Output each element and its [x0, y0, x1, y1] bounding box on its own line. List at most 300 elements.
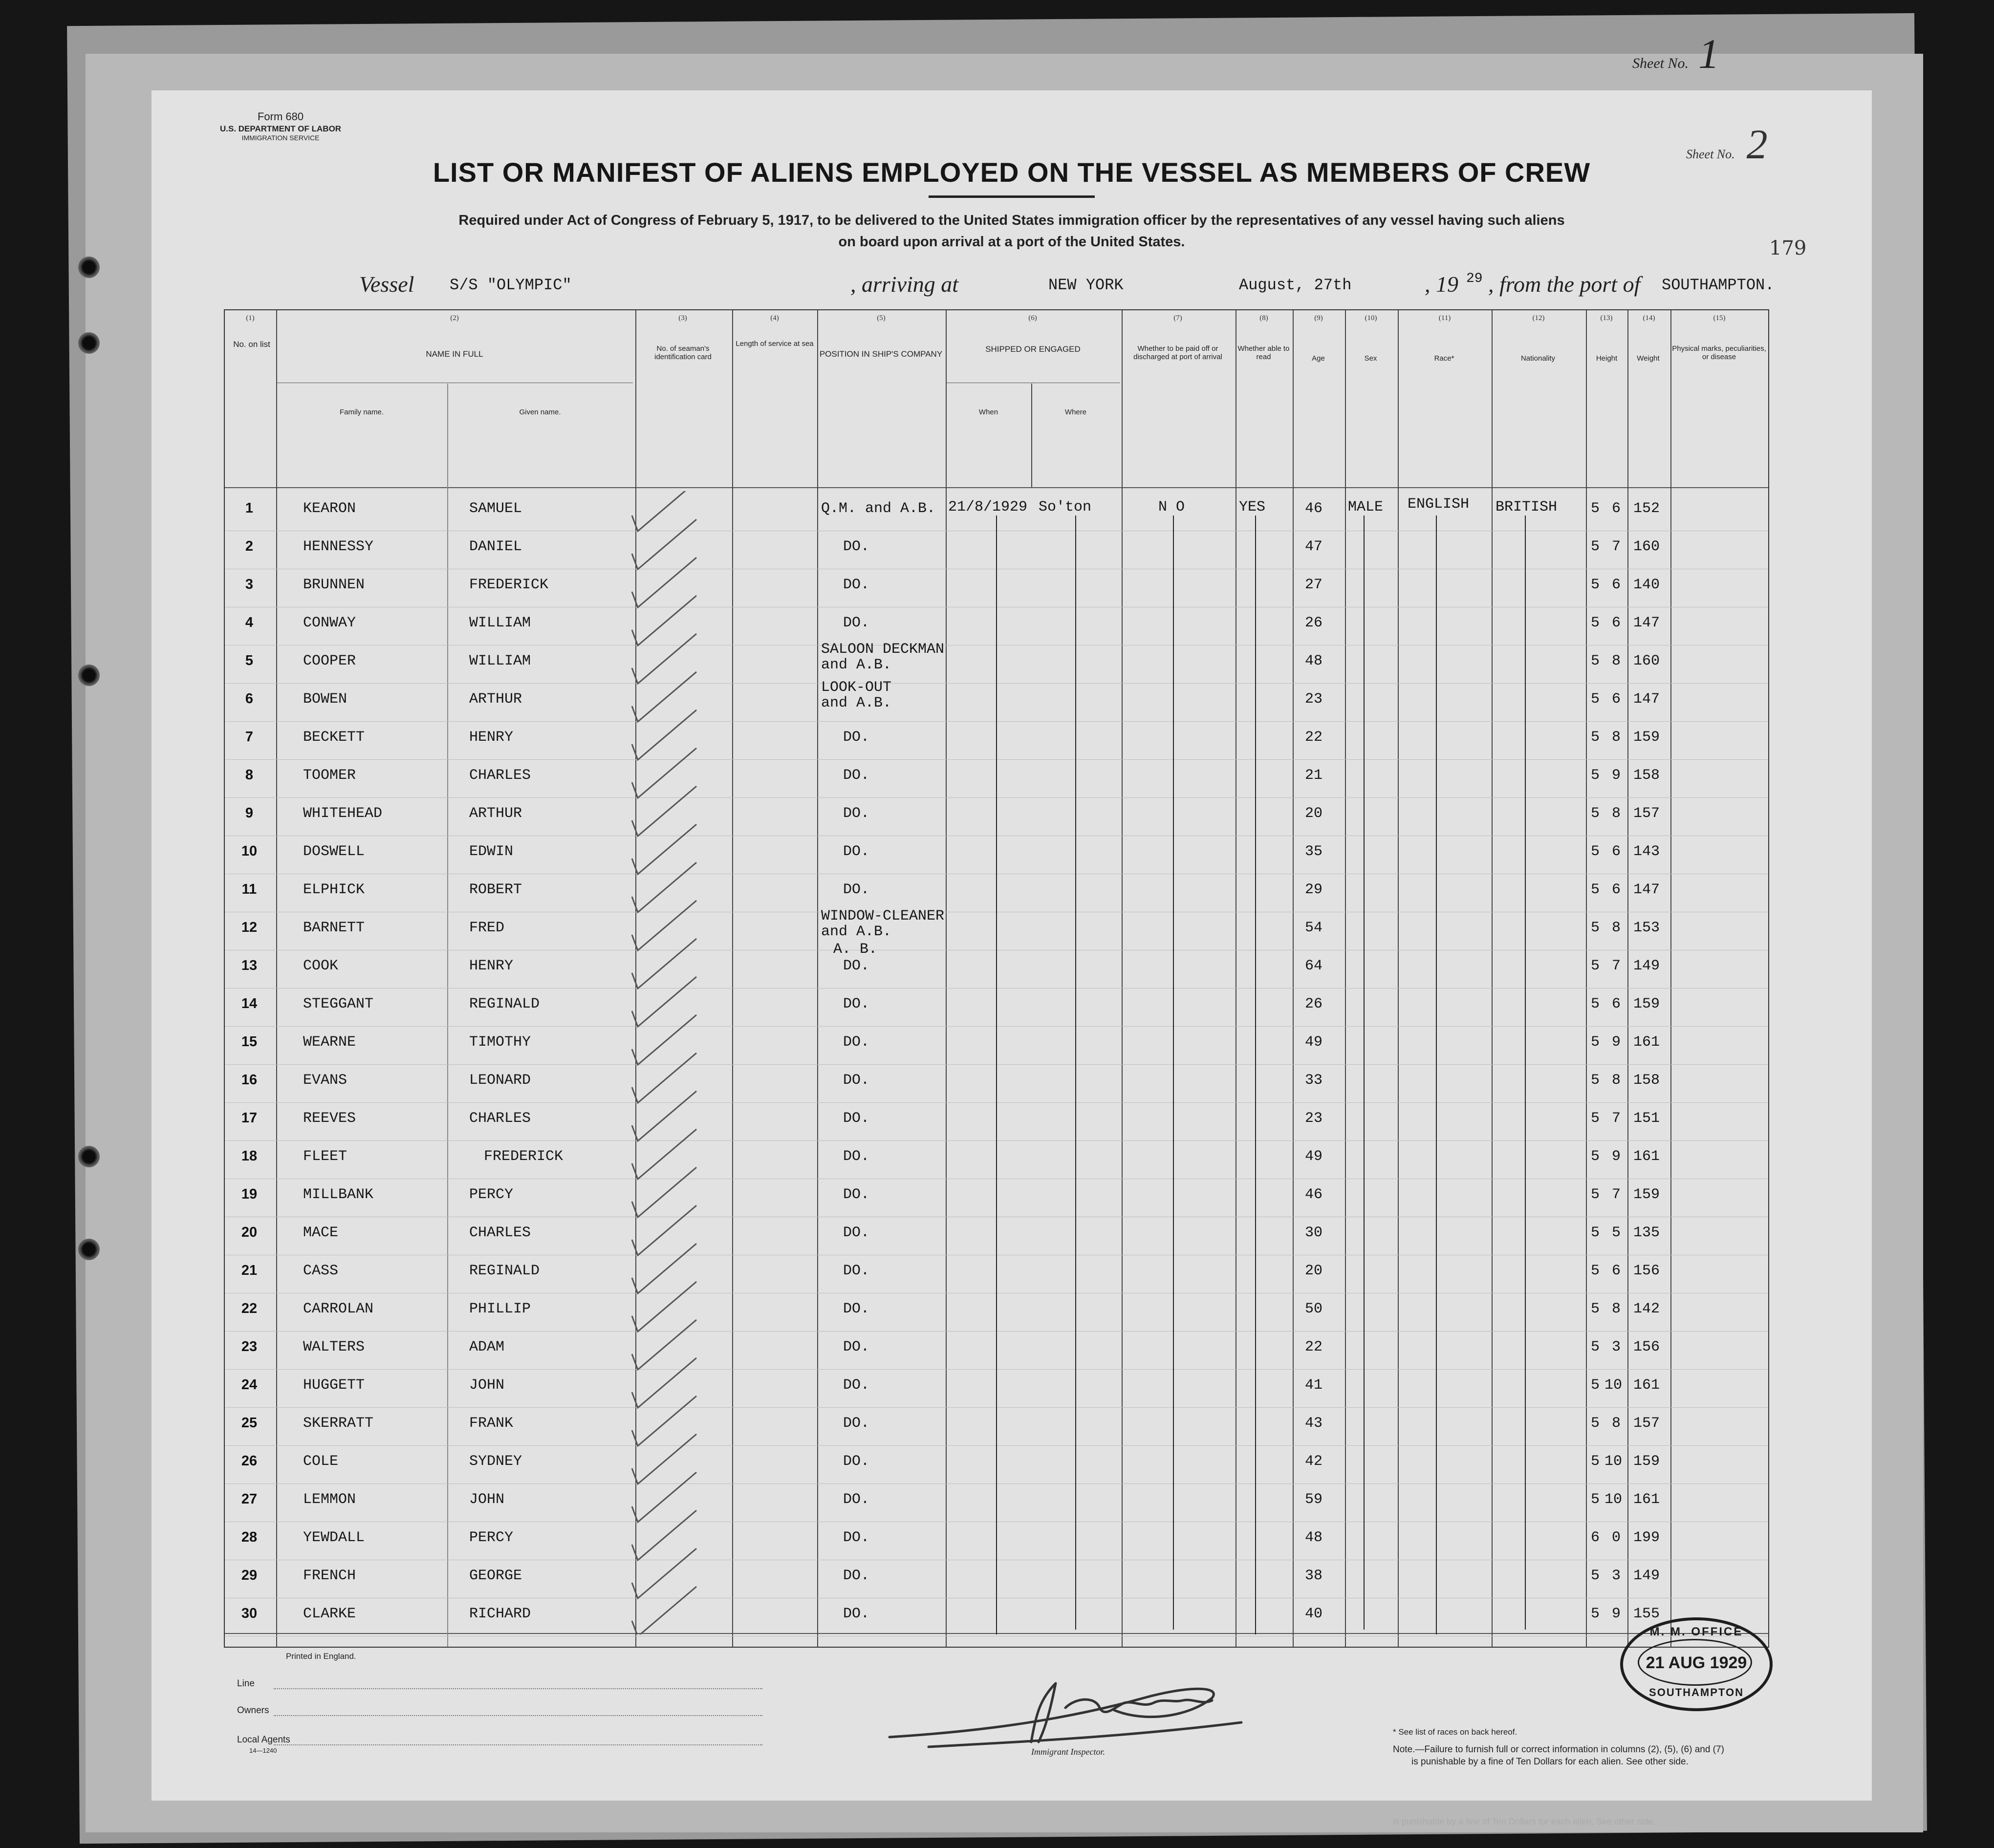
cell-ft: 5 — [1591, 577, 1600, 593]
cell-family: SKERRATT — [303, 1415, 374, 1432]
ditto-line-where — [1075, 516, 1076, 1630]
cell-family: HENNESSY — [303, 538, 374, 555]
column-rule — [946, 310, 947, 1647]
cell-family: CARROLAN — [303, 1301, 374, 1317]
cell-family: BECKETT — [303, 729, 365, 746]
cell-ft: 5 — [1591, 691, 1600, 708]
cell-ft: 5 — [1591, 1186, 1600, 1203]
cell-family: FRENCH — [303, 1568, 356, 1584]
cell-position: DO. — [843, 1606, 870, 1622]
cell-position: DO. — [843, 1034, 870, 1051]
cell-in: 6 — [1612, 577, 1621, 593]
cell-position: DO. — [843, 805, 870, 822]
stamp-top: M. M. OFFICE — [1649, 1625, 1743, 1638]
cell-weight: 147 — [1633, 615, 1660, 631]
from-port: SOUTHAMPTON. — [1662, 276, 1775, 294]
cell-position2: and A.B. — [821, 657, 892, 673]
cell-in: 6 — [1612, 615, 1621, 631]
cell-position: DO. — [843, 1529, 870, 1546]
cell-weight: 157 — [1633, 1415, 1660, 1432]
year-suffix: 29 — [1466, 271, 1483, 286]
ditto-line-paid-off — [1173, 516, 1174, 1630]
column-number: (4) — [770, 314, 779, 322]
cell-family: BRUNNEN — [303, 577, 365, 593]
note-line-2: is punishable by a fine of Ten Dollars for each alien. See other side. — [1411, 1757, 1689, 1767]
cell-no: 17 — [241, 1110, 258, 1126]
cell-nationality: BRITISH — [1496, 499, 1558, 516]
cell-in: 7 — [1612, 958, 1621, 974]
header-able-read: Whether able to read — [1237, 344, 1290, 362]
header-height: Height — [1596, 354, 1618, 363]
cell-position: WINDOW-CLEANER — [821, 908, 945, 924]
cell-ft: 6 — [1591, 1529, 1600, 1546]
ditto-line-sex — [1364, 516, 1365, 1630]
cell-age: 48 — [1305, 653, 1323, 669]
cell-in: 5 — [1612, 1225, 1621, 1241]
cell-family: KEARON — [303, 500, 356, 517]
arrival-date: August, 27th — [1239, 276, 1352, 294]
cell-age: 46 — [1305, 500, 1323, 517]
column-number: (7) — [1173, 314, 1182, 322]
cell-family: EVANS — [303, 1072, 347, 1089]
cell-ft: 5 — [1591, 1301, 1600, 1317]
signature-image — [870, 1664, 1310, 1752]
cell-age: 23 — [1305, 691, 1323, 708]
header-length-service: Length of service at sea — [736, 340, 814, 348]
cell-position: LOOK-OUT — [821, 679, 892, 696]
cell-weight: 153 — [1633, 920, 1660, 936]
column-number: (14) — [1643, 314, 1655, 322]
cell-in: 10 — [1604, 1453, 1623, 1470]
cell-weight: 135 — [1633, 1225, 1660, 1241]
cell-weight: 159 — [1633, 729, 1660, 746]
header-when: When — [978, 408, 998, 416]
form-header — [220, 110, 341, 142]
cell-able-read: YES — [1239, 499, 1266, 516]
header-family-name: Family name. — [339, 408, 384, 416]
cell-weight: 157 — [1633, 805, 1660, 822]
vessel-name: S/S "OLYMPIC" — [450, 276, 572, 294]
cell-position: DO. — [843, 1339, 870, 1355]
cell-family: ELPHICK — [303, 881, 365, 898]
cell-no: 8 — [245, 767, 254, 783]
column-number: (8) — [1259, 314, 1268, 322]
cell-family: REEVES — [303, 1110, 356, 1127]
sheet-value: 2 — [1746, 121, 1768, 168]
punch-hole — [78, 665, 100, 686]
cell-family: CONWAY — [303, 615, 356, 631]
cell-in: 8 — [1612, 653, 1621, 669]
cell-family: LEMMON — [303, 1491, 356, 1508]
column-rule — [1293, 310, 1294, 1647]
cell-ft: 5 — [1591, 1453, 1600, 1470]
cell-position: DO. — [843, 1377, 870, 1394]
header-name-in-full: NAME IN FULL — [426, 349, 483, 359]
cell-weight: 158 — [1633, 1072, 1660, 1089]
cell-position: DO. — [843, 1415, 870, 1432]
cell-position: DO. — [843, 1568, 870, 1584]
cell-ft: 5 — [1591, 653, 1600, 669]
cell-ft: 5 — [1591, 1568, 1600, 1584]
column-number: (3) — [678, 314, 687, 322]
cell-no: 21 — [241, 1263, 258, 1278]
cell-given: GEORGE — [469, 1568, 522, 1584]
cell-in: 8 — [1612, 729, 1621, 746]
inspector-signature — [870, 1664, 1310, 1752]
cell-weight: 161 — [1633, 1377, 1660, 1394]
cell-position2: A. B. — [833, 941, 878, 958]
cell-in: 9 — [1612, 1148, 1621, 1165]
cell-ft: 5 — [1591, 1148, 1600, 1165]
cell-position: DO. — [843, 615, 870, 631]
cell-weight: 142 — [1633, 1301, 1660, 1317]
cell-age: 59 — [1305, 1491, 1323, 1508]
cell-ft: 5 — [1591, 538, 1600, 555]
cell-in: 9 — [1612, 767, 1621, 784]
cell-ft: 5 — [1591, 1339, 1600, 1355]
cell-family: BARNETT — [303, 920, 365, 936]
cell-no: 27 — [241, 1491, 258, 1507]
cell-in: 8 — [1612, 1415, 1621, 1432]
cell-position: DO. — [843, 767, 870, 784]
back-sheet-value: 1 — [1698, 30, 1719, 77]
header-position: POSITION IN SHIP'S COMPANY — [819, 349, 943, 359]
header-nationality: Nationality — [1520, 354, 1556, 363]
cell-given: LEONARD — [469, 1072, 531, 1089]
cell-position: DO. — [843, 1072, 870, 1089]
cell-in: 8 — [1612, 1301, 1621, 1317]
cell-given: EDWIN — [469, 843, 514, 860]
cell-given: SAMUEL — [469, 500, 522, 517]
cell-age: 20 — [1305, 1263, 1323, 1279]
cell-age: 47 — [1305, 538, 1323, 555]
cell-age: 27 — [1305, 577, 1323, 593]
cell-family: WHITEHEAD — [303, 805, 383, 822]
department: U.S. DEPARTMENT OF LABOR — [220, 124, 342, 133]
cell-no: 3 — [245, 577, 254, 592]
header-where: Where — [1064, 408, 1087, 416]
punch-hole — [78, 1146, 100, 1167]
cell-age: 38 — [1305, 1568, 1323, 1584]
mm-office-stamp — [1620, 1617, 1773, 1711]
cell-ft: 5 — [1591, 1606, 1600, 1622]
from-label: , from the port of — [1488, 272, 1641, 297]
stamp-bottom: SOUTHAMPTON — [1649, 1686, 1744, 1698]
cell-no: 10 — [241, 843, 258, 859]
cell-ft: 5 — [1591, 1491, 1600, 1508]
cell-given: ROBERT — [469, 881, 522, 898]
ditto-line-when — [996, 516, 997, 1634]
cell-no: 2 — [245, 538, 254, 554]
column-number: (9) — [1314, 314, 1323, 322]
cell-position: DO. — [843, 1263, 870, 1279]
vessel-label: Vessel — [359, 272, 414, 297]
cell-ft: 5 — [1591, 500, 1600, 517]
cell-family: COLE — [303, 1453, 339, 1470]
cell-in: 6 — [1612, 881, 1621, 898]
cell-age: 50 — [1305, 1301, 1323, 1317]
cell-family: YEWDALL — [303, 1529, 365, 1546]
cell-when: 21/8/1929 — [948, 499, 1028, 516]
cell-ft: 5 — [1591, 1377, 1600, 1394]
cell-sex: MALE — [1348, 499, 1384, 516]
cell-position: DO. — [843, 1453, 870, 1470]
cell-position: DO. — [843, 881, 870, 898]
back-sheet-number — [1632, 29, 1719, 78]
cell-in: 6 — [1612, 843, 1621, 860]
cell-in: 3 — [1612, 1568, 1621, 1584]
cell-position: DO. — [843, 1186, 870, 1203]
cell-weight: 158 — [1633, 767, 1660, 784]
cell-ft: 5 — [1591, 958, 1600, 974]
column-number: (10) — [1365, 314, 1377, 322]
manifest-page — [152, 90, 1872, 1801]
cell-position: Q.M. and A.B. — [821, 500, 936, 517]
column-number: (11) — [1438, 314, 1451, 322]
cell-position2: and A.B. — [821, 924, 892, 940]
cell-given: PHILLIP — [469, 1301, 531, 1317]
cell-in: 6 — [1612, 1263, 1621, 1279]
cell-family: DOSWELL — [303, 843, 365, 860]
cell-age: 54 — [1305, 920, 1323, 936]
cell-paid-off: N O — [1158, 499, 1185, 516]
owners-label: Owners — [237, 1705, 269, 1716]
cell-given: CHARLES — [469, 1110, 531, 1127]
cell-no: 12 — [241, 920, 258, 935]
cell-in: 9 — [1612, 1034, 1621, 1051]
column-rule — [1031, 384, 1032, 487]
vessel-line — [359, 271, 1825, 301]
cell-position: DO. — [843, 843, 870, 860]
arriving-label: , arriving at — [850, 272, 959, 297]
cell-ft: 5 — [1591, 1263, 1600, 1279]
cell-no: 11 — [241, 881, 257, 897]
cell-ft: 5 — [1591, 1110, 1600, 1127]
cell-age: 20 — [1305, 805, 1323, 822]
cell-given: CHARLES — [469, 767, 531, 784]
cell-given: RICHARD — [469, 1606, 531, 1622]
punch-hole — [78, 1239, 100, 1260]
service: IMMIGRATION SERVICE — [241, 133, 320, 142]
column-number: (12) — [1532, 314, 1545, 322]
cell-in: 6 — [1612, 691, 1621, 708]
header-rule — [225, 487, 1768, 488]
cell-weight: 143 — [1633, 843, 1660, 860]
header-weight: Weight — [1637, 354, 1660, 363]
cell-given: REGINALD — [469, 1263, 540, 1279]
cell-weight: 149 — [1633, 958, 1660, 974]
cell-no: 5 — [245, 653, 254, 668]
cell-weight: 199 — [1633, 1529, 1660, 1546]
cell-family: TOOMER — [303, 767, 356, 784]
cell-age: 42 — [1305, 1453, 1323, 1470]
agents-code: 14—1240 — [249, 1747, 277, 1754]
cell-ft: 5 — [1591, 996, 1600, 1012]
cell-family: MACE — [303, 1225, 339, 1241]
cell-no: 18 — [241, 1148, 258, 1164]
cell-age: 49 — [1305, 1034, 1323, 1051]
cell-no: 20 — [241, 1225, 258, 1240]
subtitle-line-1: Required under Act of Congress of February 5, 1917, to be delivered to the United States immigration officer by the representatives of any vessel having such aliens — [458, 213, 1565, 228]
cell-ft: 5 — [1591, 729, 1600, 746]
cell-weight: 156 — [1633, 1263, 1660, 1279]
cell-no: 6 — [245, 691, 254, 707]
cell-family: MILLBANK — [303, 1186, 374, 1203]
cell-position: DO. — [843, 577, 870, 593]
cell-age: 30 — [1305, 1225, 1323, 1241]
cell-no: 30 — [241, 1606, 258, 1621]
column-number: (1) — [246, 314, 255, 322]
ditto-line-race — [1436, 516, 1437, 1634]
cell-position: DO. — [843, 1491, 870, 1508]
ditto-line-able-read — [1255, 516, 1256, 1634]
cell-weight: 160 — [1633, 538, 1660, 555]
note-line-1: Note.—Failure to furnish full or correct information in columns (2), (5), (6) and (7) — [1393, 1744, 1724, 1755]
subtitle — [152, 210, 1872, 253]
cell-ft: 5 — [1591, 767, 1600, 784]
cell-family: COOPER — [303, 653, 356, 669]
header-shipped: SHIPPED OR ENGAGED — [985, 344, 1081, 354]
cell-family: COOK — [303, 958, 339, 974]
cell-no: 15 — [241, 1034, 258, 1050]
cell-ft: 5 — [1591, 843, 1600, 860]
cell-in: 7 — [1612, 538, 1621, 555]
column-number: (6) — [1028, 314, 1037, 322]
cell-ft: 5 — [1591, 1072, 1600, 1089]
column-rule — [1398, 310, 1399, 1647]
column-rule — [1492, 310, 1493, 1647]
cell-position: DO. — [843, 1110, 870, 1127]
cell-in: 3 — [1612, 1339, 1621, 1355]
header-id-card: No. of seaman's identification card — [654, 344, 712, 362]
agents-dots — [274, 1744, 762, 1746]
cell-no: 4 — [245, 615, 254, 630]
cell-ft: 5 — [1591, 1225, 1600, 1241]
cell-given: PERCY — [469, 1529, 514, 1546]
cell-weight: 155 — [1633, 1606, 1660, 1622]
cell-given: WILLIAM — [469, 615, 531, 631]
cell-position: DO. — [843, 538, 870, 555]
cell-in: 8 — [1612, 805, 1621, 822]
column-rule — [1670, 310, 1671, 1647]
cell-given: ARTHUR — [469, 691, 522, 708]
cell-no: 19 — [241, 1186, 258, 1202]
cell-in: 6 — [1612, 500, 1621, 517]
year-prefix: , 19 — [1425, 272, 1458, 297]
cell-weight: 161 — [1633, 1034, 1660, 1051]
cell-given: REGINALD — [469, 996, 540, 1012]
cell-family: WALTERS — [303, 1339, 365, 1355]
line-label: Line — [237, 1678, 255, 1689]
cell-position: SALOON DECKMAN — [821, 641, 945, 658]
cell-given: JOHN — [469, 1377, 505, 1394]
cell-in: 9 — [1612, 1606, 1621, 1622]
cell-age: 21 — [1305, 767, 1323, 784]
form-number: Form 680 — [257, 110, 304, 123]
cell-weight: 159 — [1633, 996, 1660, 1012]
cell-age: 46 — [1305, 1186, 1323, 1203]
cell-given: DANIEL — [469, 538, 522, 555]
cell-age: 64 — [1305, 958, 1323, 974]
cell-weight: 156 — [1633, 1339, 1660, 1355]
sheet-label: Sheet No. — [1686, 147, 1735, 161]
column-rule — [447, 384, 448, 1647]
back-sheet-note: is punishable by a fine of Ten Dollars for each alien. See other side. — [1393, 1817, 1655, 1827]
cell-age: 29 — [1305, 881, 1323, 898]
cell-age: 22 — [1305, 1339, 1323, 1355]
cell-age: 41 — [1305, 1377, 1323, 1394]
cell-position: DO. — [843, 729, 870, 746]
cell-age: 49 — [1305, 1148, 1323, 1165]
local-agents-label: Local Agents — [237, 1735, 290, 1745]
column-number: (5) — [877, 314, 886, 322]
cell-age: 26 — [1305, 615, 1323, 631]
cell-given: JOHN — [469, 1491, 505, 1508]
column-rule — [1235, 310, 1236, 1647]
header-sex: Sex — [1364, 354, 1377, 363]
page-title: LIST OR MANIFEST OF ALIENS EMPLOYED ON THE VESSEL AS MEMBERS OF CREW — [433, 157, 1591, 188]
cell-given: FRANK — [469, 1415, 514, 1432]
cell-position: DO. — [843, 1301, 870, 1317]
cell-weight: 149 — [1633, 1568, 1660, 1584]
header-paid-off: Whether to be paid off or discharged at port of arrival — [1133, 344, 1222, 362]
cell-no: 24 — [241, 1377, 258, 1393]
column-rule — [1345, 310, 1346, 1647]
printed-in: Printed in England. — [286, 1652, 356, 1661]
cell-family: FLEET — [303, 1148, 347, 1165]
stamp-date: 21 AUG 1929 — [1646, 1654, 1747, 1672]
cell-given: WILLIAM — [469, 653, 531, 669]
cell-in: 7 — [1612, 1110, 1621, 1127]
cell-in: 10 — [1604, 1491, 1623, 1508]
check-marks — [623, 491, 726, 1634]
arrival-port: NEW YORK — [1048, 276, 1124, 294]
header-no-on-list: No. on list — [233, 340, 270, 349]
cell-no: 29 — [241, 1568, 258, 1583]
back-sheet-label: Sheet No. — [1632, 55, 1689, 71]
column-rule — [1122, 310, 1123, 1647]
cell-age: 33 — [1305, 1072, 1323, 1089]
cell-given: ARTHUR — [469, 805, 522, 822]
cell-given: HENRY — [469, 729, 514, 746]
column-rule — [1627, 310, 1628, 1647]
cell-given: SYDNEY — [469, 1453, 522, 1470]
cell-weight: 140 — [1633, 577, 1660, 593]
title-rule — [929, 195, 1095, 198]
cell-race: ENGLISH — [1408, 496, 1470, 513]
cell-weight: 161 — [1633, 1148, 1660, 1165]
cell-given: TIMOTHY — [469, 1034, 531, 1051]
cell-family: STEGGANT — [303, 996, 374, 1012]
cell-weight: 161 — [1633, 1491, 1660, 1508]
cell-in: 8 — [1612, 920, 1621, 936]
header-given-name: Given name. — [519, 408, 561, 416]
header-race: Race* — [1434, 354, 1454, 363]
inspector-label: Immigrant Inspector. — [1031, 1747, 1105, 1757]
cell-ft: 5 — [1591, 1415, 1600, 1432]
cell-given: CHARLES — [469, 1225, 531, 1241]
column-rule — [732, 310, 733, 1647]
race-note: * See list of races on back hereof. — [1393, 1727, 1517, 1737]
cell-position: DO. — [843, 996, 870, 1012]
cell-in: 0 — [1612, 1529, 1621, 1546]
cell-ft: 5 — [1591, 1034, 1600, 1051]
subtitle-line-2: on board upon arrival at a port of the United States. — [838, 234, 1185, 250]
cell-no: 14 — [241, 996, 258, 1011]
cell-no: 9 — [245, 805, 254, 821]
cell-in: 10 — [1604, 1377, 1623, 1394]
cell-family: HUGGETT — [303, 1377, 365, 1394]
